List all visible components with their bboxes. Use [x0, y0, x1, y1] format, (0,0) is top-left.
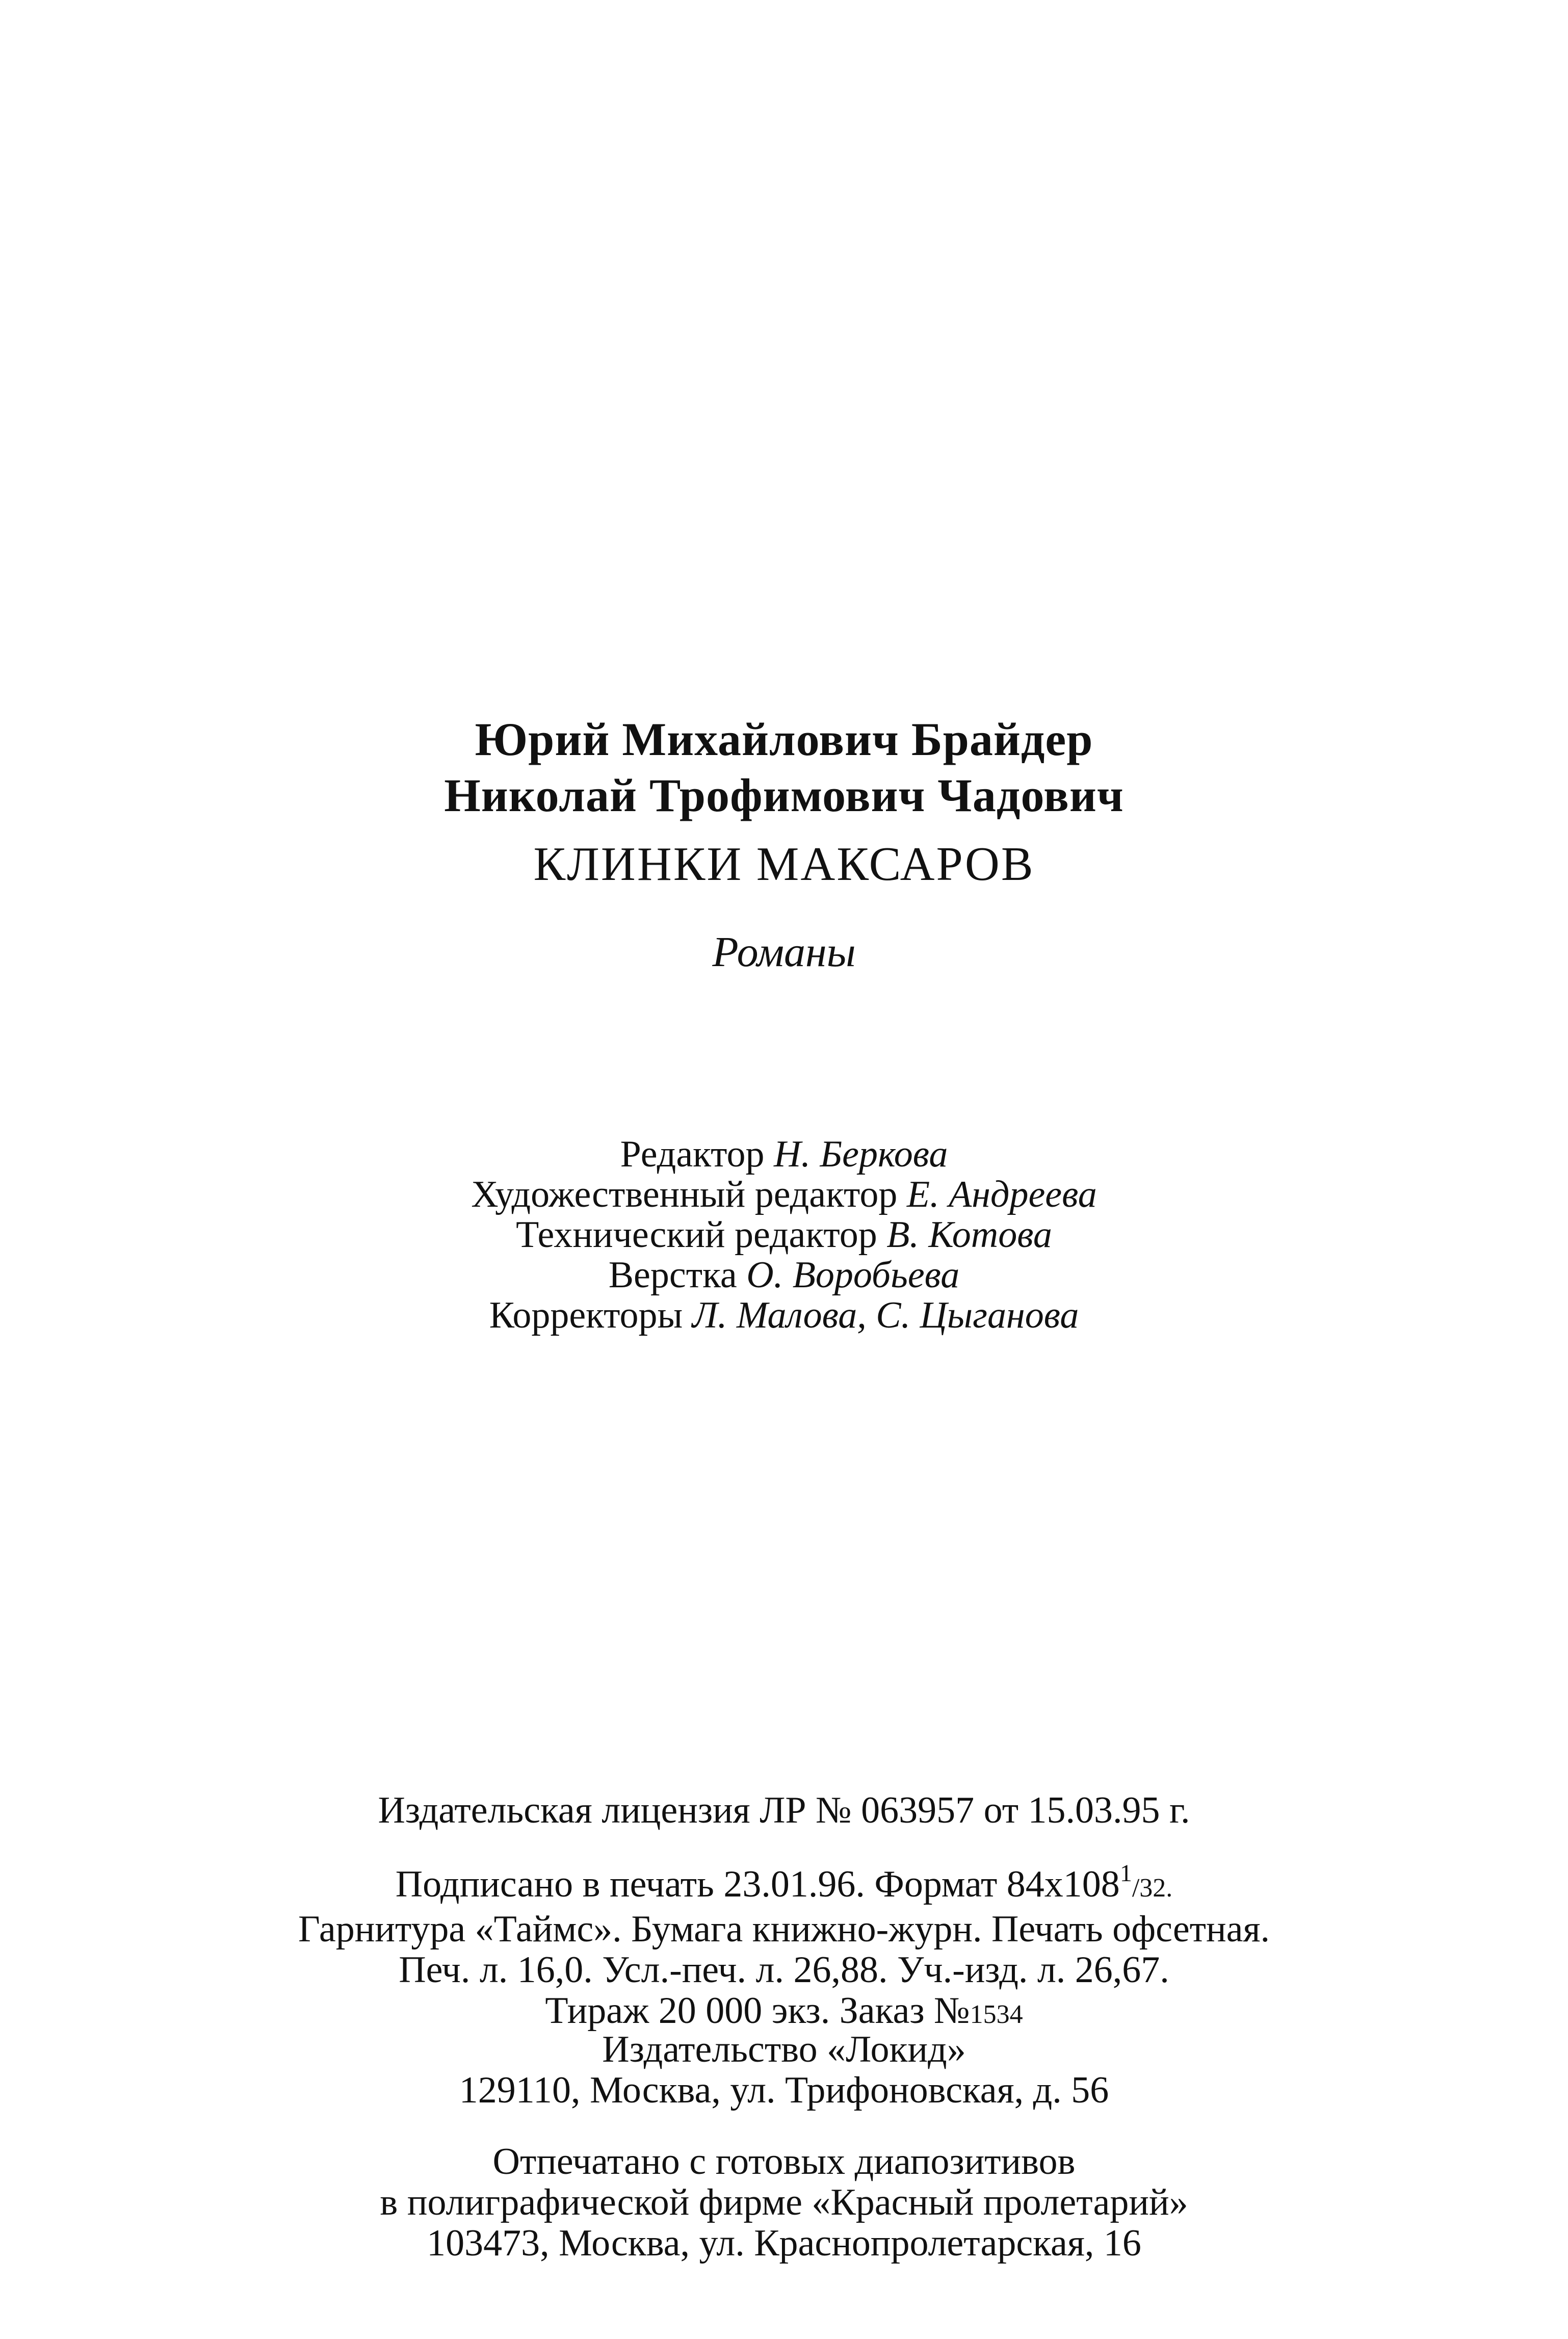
printing-details [0, 1860, 1568, 2035]
author-1: Юрий Михайлович Брайдер [475, 713, 1093, 765]
credit-role: Художественный редактор [471, 1174, 898, 1215]
credit-role: Редактор [620, 1133, 765, 1175]
credits [0, 1134, 1568, 1336]
signed-format-line [0, 1860, 1568, 1909]
order-number: 1534 [970, 2000, 1023, 2029]
credit-art-editor [0, 1175, 1568, 1215]
credit-editor [0, 1134, 1568, 1175]
credit-role: Верстка [608, 1254, 737, 1296]
authors [0, 711, 1568, 823]
credit-name: Е. Андреева [906, 1174, 1097, 1215]
format-superscript: 1 [1119, 1860, 1132, 1887]
credit-role: Технический редактор [516, 1214, 877, 1256]
signed-date-format: Подписано в печать 23.01.96. Формат 84x108 [395, 1863, 1120, 1905]
credit-role: Корректоры [489, 1294, 683, 1336]
credit-tech-editor [0, 1215, 1568, 1255]
format-denominator: /32. [1132, 1874, 1173, 1903]
credit-name: Н. Беркова [774, 1133, 948, 1175]
publisher-address: 129110, Москва, ул. Трифоновская, д. 56 [459, 2069, 1109, 2111]
publisher-info [0, 2029, 1568, 2111]
printer-line-2: в полиграфической фирме «Красный пролетарий» [380, 2181, 1188, 2223]
author-2: Николай Трофимович Чадович [444, 769, 1124, 821]
publisher-name: Издательство «Локид» [602, 2029, 966, 2070]
book-genre: Романы [712, 928, 856, 976]
printer-address: 103473, Москва, ул. Краснопролетарская, 16 [427, 2222, 1141, 2264]
credit-name: О. Воробьева [746, 1254, 960, 1296]
credit-name: Л. Малова, С. Цыганова [692, 1294, 1079, 1336]
run-size: Тираж 20 000 экз. Заказ № [545, 1990, 970, 2032]
credit-proofreaders [0, 1295, 1568, 1336]
printer-line-1: Отпечатано с готовых диапозитивов [492, 2141, 1076, 2182]
printer-info [0, 2141, 1568, 2264]
credit-layout [0, 1255, 1568, 1295]
sheets-line: Печ. л. 16,0. Усл.-печ. л. 26,88. Уч.-изд. л. 26,67. [399, 1949, 1169, 1991]
credit-name: В. Котова [886, 1214, 1052, 1256]
publisher-license: Издательская лицензия ЛР № 063957 от 15.03.95 г. [378, 1789, 1190, 1831]
book-title: КЛИНКИ МАКСАРОВ [533, 838, 1035, 891]
typeface-paper-line: Гарнитура «Таймс». Бумага книжно-журн. Печать офсетная. [298, 1908, 1270, 1950]
